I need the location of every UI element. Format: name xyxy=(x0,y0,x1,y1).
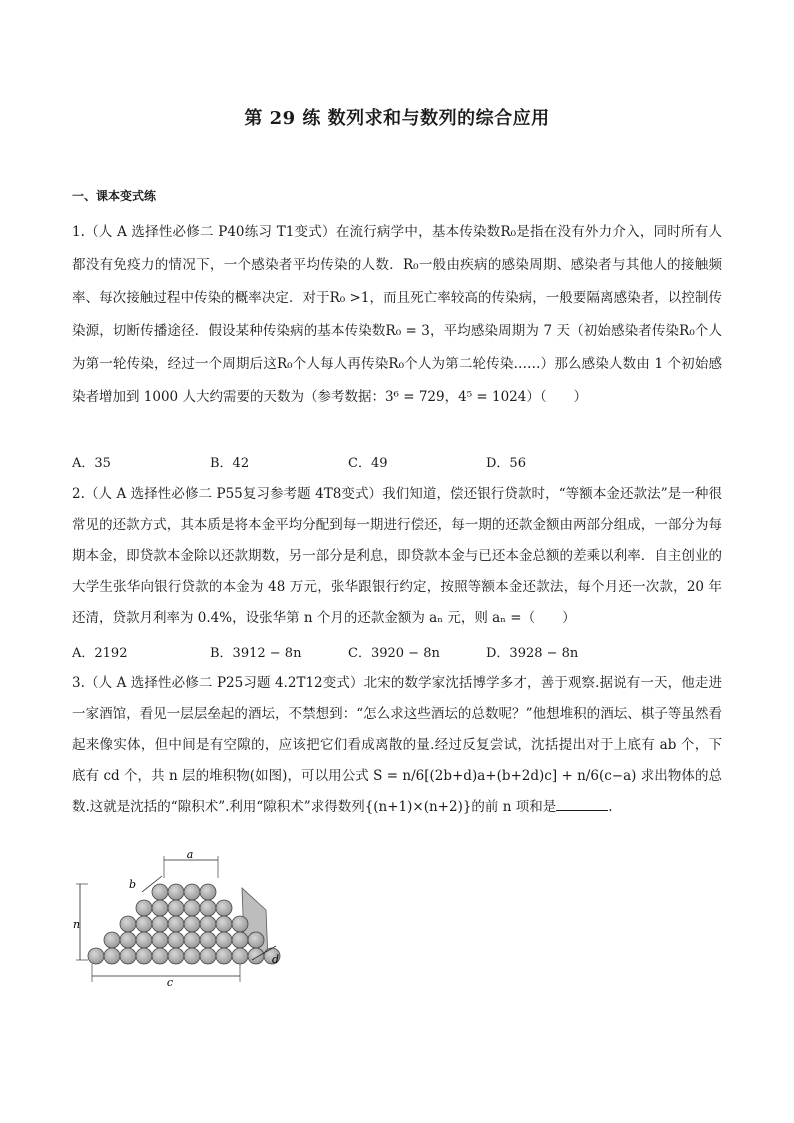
jar-circle xyxy=(104,948,120,964)
jar-circle xyxy=(104,932,120,948)
option-d: D．56 xyxy=(486,456,526,471)
jar-circle xyxy=(200,916,216,932)
label-b: b xyxy=(129,878,137,891)
option-c: C．49 xyxy=(348,456,388,471)
jar-circle xyxy=(168,900,184,916)
label-n: n xyxy=(73,918,81,931)
jar-circle xyxy=(200,900,216,916)
label-c: c xyxy=(166,976,174,989)
answer-blank[interactable] xyxy=(556,798,608,811)
jar-circle xyxy=(120,948,136,964)
jar-circle xyxy=(216,900,232,916)
jar-circle xyxy=(152,948,168,964)
jar-circle xyxy=(120,916,136,932)
question-1-options xyxy=(72,452,722,471)
jar-circle xyxy=(136,932,152,948)
jar-circle xyxy=(232,916,248,932)
page-title: 第 29 练 数列求和与数列的综合应用 xyxy=(244,108,550,129)
jar-circle xyxy=(152,884,168,900)
jar-circle xyxy=(200,932,216,948)
option-b: B．3912 − 8n xyxy=(210,646,302,661)
question-3-end: . xyxy=(608,799,613,815)
option-b: B．42 xyxy=(210,456,250,471)
jar-circle xyxy=(184,948,200,964)
option-a: A．35 xyxy=(72,456,111,471)
option-a: A．2192 xyxy=(72,646,128,661)
jar-circle xyxy=(200,884,216,900)
jar-circle xyxy=(152,900,168,916)
option-d: D．3928 − 8n xyxy=(486,646,579,661)
jar-circle xyxy=(232,948,248,964)
label-a: a xyxy=(186,848,194,861)
section-heading: 一、课本变式练 xyxy=(72,189,157,203)
jar-circle xyxy=(168,916,184,932)
jar-circle xyxy=(168,948,184,964)
jar-circle xyxy=(88,948,104,964)
stacked-jars-figure xyxy=(72,848,302,1000)
jar-circle xyxy=(216,932,232,948)
jar-circle xyxy=(168,884,184,900)
jar-circle xyxy=(168,932,184,948)
jar-circle xyxy=(184,884,200,900)
jar-circle xyxy=(136,900,152,916)
question-2-text: 2.（人 A 选择性必修二 P55复习参考题 4T8变式）我们知道，偿还银行贷款时，“等额本金还款法”是一种很常见的还款方式，其本质是将本金平均分配到每一期进行偿还，每一期的还款金额由两部分组成，一部分为每期本金，即贷款本金除以还款期数，另一部分是利息，即贷款本金与已还本金总额的差乘以利率．自主创业的大学生张华向银行贷款的本金为 48 万元，张华跟银行约定，按照等额本金还款法，每个月还一次款，20 年还清，贷款月利率为 0.4%，设张华第 n 个月的还款金额为 aₙ 元，则 aₙ =（ ） xyxy=(72,486,722,626)
jar-circle xyxy=(184,900,200,916)
jar-circle xyxy=(120,932,136,948)
jar-circle xyxy=(184,932,200,948)
option-c: C．3920 − 8n xyxy=(348,646,440,661)
jar-circle xyxy=(136,916,152,932)
question-3-body: 3.（人 A 选择性必修二 P25习题 4.2T12变式）北宋的数学家沈括博学多才，善于观察.据说有一天，他走进一家酒馆，看见一层层垒起的酒坛，不禁想到：“怎么求这些酒坛的总数呢？”他想堆积的酒坛、棋子等虽然看起来像实体，但中间是有空隙的，应该把它们看成离散的量.经过反复尝试，沈括提出对于上底有 ab 个，下底有 cd 个，共 n 层的堆积物(如图)，可以用公式 S = n/6[(2b+d)a+(b+2d)c] + n/6(c−a) 求出物体的总数.这就是沈括的“隙积术”.利用“隙积术”求得数列{(n+1)×(n+2)}的前 n 项和是 xyxy=(72,675,722,815)
question-1-text: 1.（人 A 选择性必修二 P40练习 T1变式）在流行病学中，基本传染数R₀是指在没有外力介入，同时所有人都没有免疫力的情况下，一个感染者平均传染的人数．R₀一般由疾病的感染周期、感染者与其他人的接触频率、每次接触过程中传染的概率决定．对于R₀ >1，而且死亡率较高的传染病，一般要隔离感染者，以控制传染源，切断传播途径．假设某种传染病的基本传染数R₀ = 3，平均感染周期为 7 天（初始感染者传染R₀个人为第一轮传染，经过一个周期后这R₀个人每人再传染R₀个人为第二轮传染……）那么感染人数由 1 个初始感染者增加到 1000 人大约需要的天数为（参考数据：3⁶ = 729，4⁵ = 1024）（ ） xyxy=(72,224,722,405)
jar-circle xyxy=(152,932,168,948)
question-3-text xyxy=(72,668,722,823)
jar-circle xyxy=(248,932,264,948)
jar-circle xyxy=(152,916,168,932)
jar-circle xyxy=(184,916,200,932)
question-2-options xyxy=(72,642,722,661)
jar-circle xyxy=(136,948,152,964)
jar-circle xyxy=(216,916,232,932)
jar-circle xyxy=(216,948,232,964)
jar-circle xyxy=(232,932,248,948)
jar-circle xyxy=(200,948,216,964)
label-d: d xyxy=(272,953,280,966)
jar-circle xyxy=(248,948,264,964)
